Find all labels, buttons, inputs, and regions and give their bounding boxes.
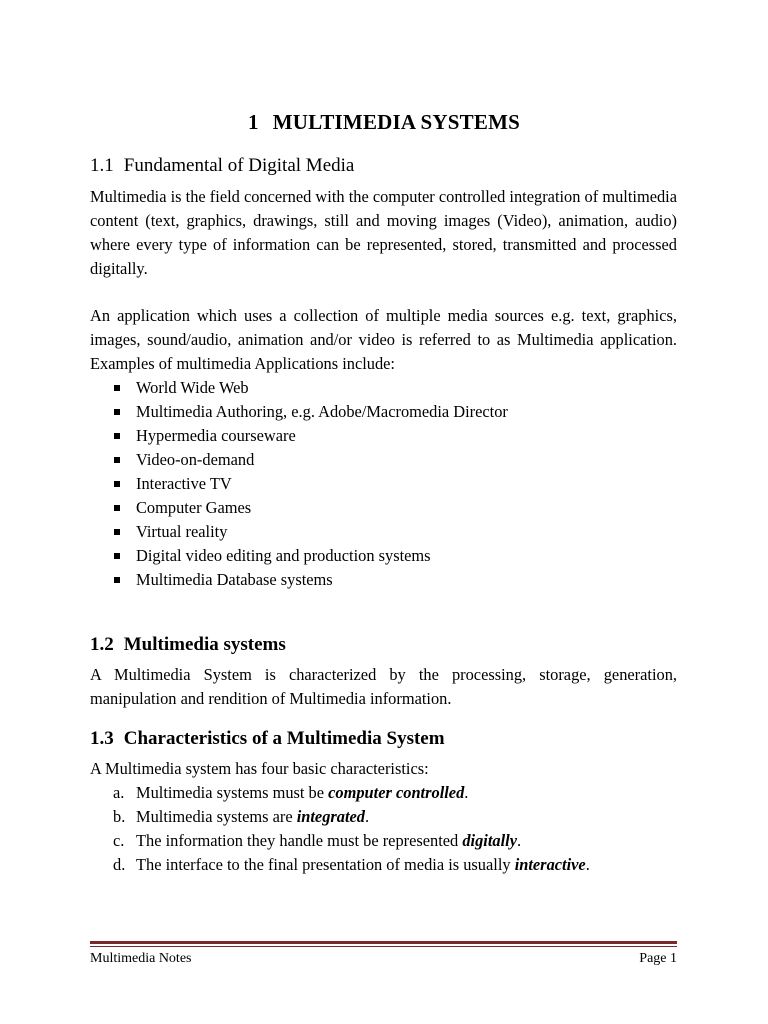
section-1-1-title: Fundamental of Digital Media <box>123 155 355 176</box>
square-bullet-icon <box>114 529 120 535</box>
section-1-3-number: 1.3 <box>90 728 114 749</box>
list-item: Virtual reality <box>90 520 508 544</box>
square-bullet-icon <box>114 433 120 439</box>
list-item: Hypermedia courseware <box>90 424 508 448</box>
list-item: Multimedia Database systems <box>90 568 508 592</box>
footer-document-title: Multimedia Notes <box>90 951 192 966</box>
section-1-1-paragraph-2: An application which uses a collection of multiple media sources e.g. text, graphics, images, sound/audio, animation and/or video is referred to as Multimedia application. Examples of multimedia Applications include: <box>90 306 677 373</box>
section-1-3-heading <box>90 728 445 750</box>
footer-page-number: Page 1 <box>639 951 677 966</box>
square-bullet-icon <box>114 553 120 559</box>
footer-divider-thin <box>90 946 677 947</box>
chapter-title <box>0 110 768 135</box>
section-1-2-paragraph: A Multimedia System is characterized by the processing, storage, generation, manipulation and rendition of Multimedia information. <box>90 665 677 708</box>
list-item: d. The interface to the final presentation of media is usually interactive. <box>113 855 590 874</box>
list-item: Interactive TV <box>90 472 508 496</box>
list-item: World Wide Web <box>90 376 508 400</box>
list-item: a. Multimedia systems must be computer controlled. <box>113 783 469 802</box>
section-1-3-title: Characteristics of a Multimedia System <box>123 728 445 749</box>
section-1-2-heading <box>90 634 286 656</box>
characteristics-list <box>90 781 590 877</box>
square-bullet-icon <box>114 505 120 511</box>
chapter-title-text: MULTIMEDIA SYSTEMS <box>272 110 520 134</box>
section-1-3-intro: A Multimedia system has four basic characteristics: <box>90 759 429 778</box>
section-1-1-heading <box>90 155 354 177</box>
chapter-number: 1 <box>247 110 259 134</box>
section-1-1-paragraph-1: Multimedia is the field concerned with the computer controlled integration of multimedia content (text, graphics, drawings, still and moving images (Video), animation, audio) where every type of information can be represented, stored, transmitted and processed digitally. <box>90 187 677 278</box>
list-item: Multimedia Authoring, e.g. Adobe/Macromedia Director <box>90 400 508 424</box>
footer-divider <box>90 941 677 944</box>
multimedia-applications-list <box>90 376 508 592</box>
square-bullet-icon <box>114 577 120 583</box>
section-1-2-title: Multimedia systems <box>123 634 286 655</box>
square-bullet-icon <box>114 457 120 463</box>
list-item: Digital video editing and production systems <box>90 544 508 568</box>
square-bullet-icon <box>114 385 120 391</box>
section-1-2-number: 1.2 <box>90 634 114 655</box>
list-item: c. The information they handle must be represented digitally. <box>113 831 522 850</box>
list-item: Video-on-demand <box>90 448 508 472</box>
list-item: Computer Games <box>90 496 508 520</box>
square-bullet-icon <box>114 409 120 415</box>
square-bullet-icon <box>114 481 120 487</box>
section-1-1-number: 1.1 <box>90 155 114 176</box>
list-item: b. Multimedia systems are integrated. <box>113 807 370 826</box>
